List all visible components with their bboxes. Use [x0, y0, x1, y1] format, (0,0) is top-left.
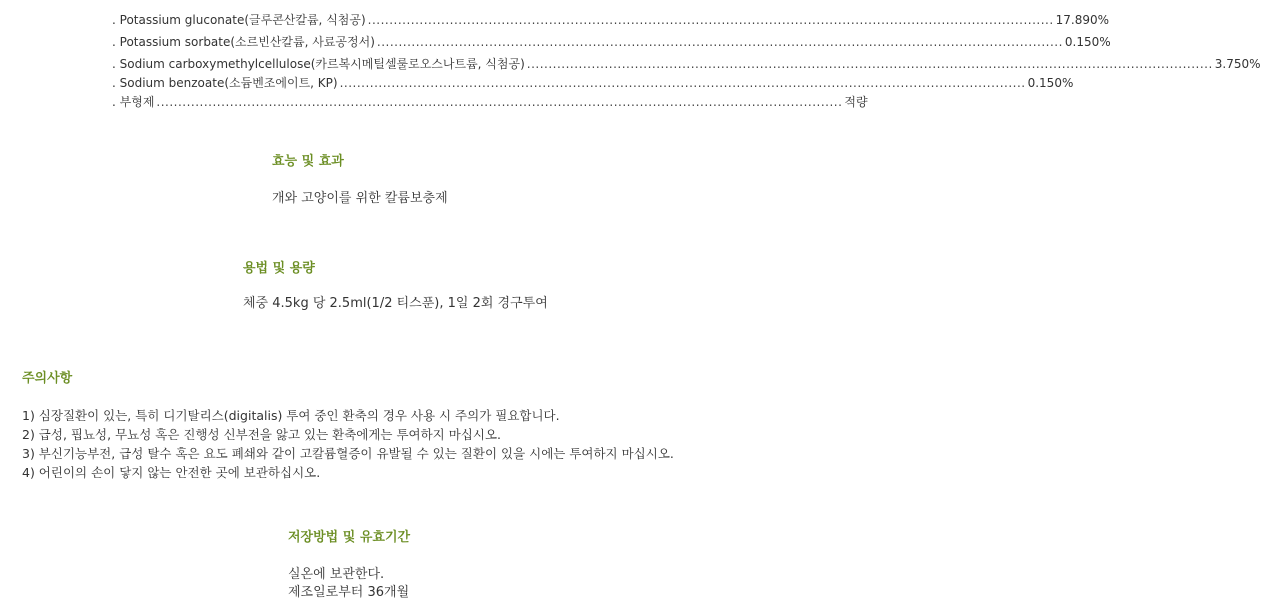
caution-item: 2) 급성, 핍뇨성, 무뇨성 혹은 진행성 신부전을 앓고 있는 환축에게는 투여하지 마십시오.: [22, 427, 502, 442]
ingredient-name: . Potassium sorbate(소르빈산칼륨, 사료공정서): [112, 35, 375, 49]
ingredient-name: . Sodium benzoate(소듐벤조에이트, KP): [112, 76, 338, 90]
efficacy-heading: 효능 및 효과: [272, 154, 344, 169]
cautions-heading: 주의사항: [22, 371, 73, 386]
ingredient-amount: 0.150%: [1027, 76, 1074, 90]
storage-text-line1: 실온에 보관한다.: [288, 567, 385, 582]
dot-leader: ...............................................................................................................................................................: [367, 13, 1054, 27]
dosage-text: 체중 4.5kg 당 2.5ml(1/2 티스푼), 1일 2회 경구투여: [243, 296, 548, 311]
dot-leader: ...............................................................................................................................................................: [156, 95, 843, 109]
storage-heading: 저장방법 및 유효기간: [288, 530, 411, 545]
dot-leader: ...............................................................................................................................................................: [339, 76, 1026, 90]
ingredient-row: [112, 11, 1110, 29]
caution-list: [22, 406, 674, 482]
ingredient-name: . Sodium carboxymethylcellulose(카르복시메틸셀룰로오스나트륨, 식첨공): [112, 57, 525, 71]
efficacy-text: 개와 고양이를 위한 칼륨보충제: [272, 191, 448, 206]
ingredient-name: . 부형제: [112, 95, 155, 109]
storage-text-line2: 제조일로부터 36개월: [288, 585, 410, 600]
ingredient-row: [112, 55, 1261, 73]
ingredient-row: [112, 74, 1074, 92]
caution-item: 4) 어린이의 손이 닿지 않는 안전한 곳에 보관하십시오.: [22, 465, 321, 480]
dot-leader: ...............................................................................................................................................................: [526, 57, 1213, 71]
ingredient-row: [112, 33, 1111, 51]
ingredient-name: . Potassium gluconate(글루콘산칼륨, 식첨공): [112, 13, 366, 27]
ingredient-amount: 0.150%: [1064, 35, 1111, 49]
ingredient-amount: 17.890%: [1055, 13, 1110, 27]
dot-leader: ...............................................................................................................................................................: [376, 35, 1063, 49]
ingredient-amount: 적량: [844, 95, 868, 109]
ingredient-row: [112, 93, 868, 111]
ingredient-amount: 3.750%: [1214, 57, 1261, 71]
caution-item: 3) 부신기능부전, 급성 탈수 혹은 요도 폐쇄와 같이 고칼륨혈증이 유발될 수 있는 질환이 있을 시에는 투여하지 마십시오.: [22, 446, 674, 461]
caution-item: 1) 심장질환이 있는, 특히 디기탈리스(digitalis) 투여 중인 환축의 경우 사용 시 주의가 필요합니다.: [22, 408, 560, 423]
dosage-heading: 용법 및 용량: [243, 261, 315, 276]
